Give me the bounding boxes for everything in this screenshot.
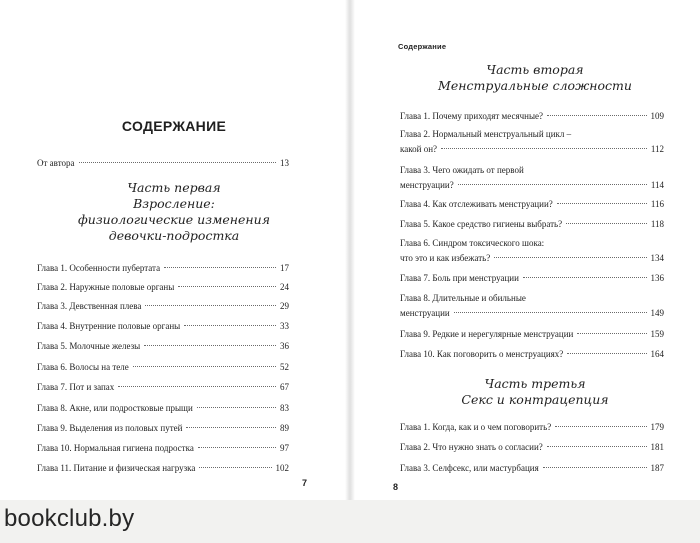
entry-page: 134	[650, 253, 664, 263]
toc-entry-multiline	[400, 290, 664, 322]
toc-entry	[37, 462, 289, 474]
entry-title: Глава 1. Особенности пубертата	[37, 263, 161, 273]
entry-page: 24	[280, 282, 289, 292]
entry-page: 159	[650, 329, 664, 339]
toc-entry	[37, 422, 289, 434]
dot-leader	[197, 407, 276, 408]
entry-title: Глава 10. Нормальная гигиена подростка	[37, 443, 194, 453]
dot-leader	[555, 426, 646, 427]
dot-leader	[494, 257, 646, 258]
entry-page: 29	[280, 301, 289, 311]
dot-leader	[547, 115, 647, 116]
dot-leader	[543, 467, 647, 468]
dot-leader	[198, 447, 276, 448]
part1-line4: девочки-подростка	[108, 228, 240, 243]
entry-title-line1: Глава 8. Длительные и обильные	[400, 293, 526, 303]
dot-leader	[547, 446, 647, 447]
entry-page: 109	[650, 111, 664, 121]
part3-title	[390, 376, 680, 408]
entry-title: Глава 7. Боль при менструации	[400, 273, 519, 283]
toc-entry	[400, 110, 664, 122]
entry-page: 112	[650, 144, 664, 154]
dot-leader	[133, 366, 276, 367]
dot-leader	[557, 203, 647, 204]
toc-entry	[37, 381, 289, 393]
entry-page: 114	[650, 180, 664, 190]
dot-leader	[577, 333, 646, 334]
toc-entry	[400, 272, 664, 284]
toc-entry-intro	[37, 157, 289, 169]
part1-line3: физиологические изменения	[78, 212, 270, 227]
toc-entry	[37, 340, 289, 352]
entry-title: Глава 6. Волосы на теле	[37, 362, 129, 372]
entry-page: 67	[280, 382, 289, 392]
site-watermark: bookclub.by	[4, 505, 135, 532]
dot-leader	[145, 305, 276, 306]
entry-page: 52	[280, 362, 289, 372]
dot-leader	[566, 223, 647, 224]
dot-leader	[144, 345, 276, 346]
part2-line1: Часть вторая	[486, 62, 584, 77]
entry-page: 136	[650, 273, 664, 283]
toc-entry	[37, 361, 289, 373]
dot-leader	[454, 312, 647, 313]
entry-page: 97	[280, 443, 289, 453]
entry-page: 89	[280, 423, 289, 433]
entry-page: 33	[280, 321, 289, 331]
entry-page: 116	[650, 199, 664, 209]
part3-line2: Секс и контрацепция	[461, 392, 609, 407]
toc-entry-multiline	[400, 126, 664, 158]
dot-leader	[567, 353, 646, 354]
entry-title-line1: Глава 6. Синдром токсического шока:	[400, 238, 545, 248]
entry-title: Глава 10. Как поговорить о менструациях?	[400, 349, 564, 359]
entry-page: 187	[650, 463, 664, 473]
entry-title: Глава 2. Что нужно знать о согласии?	[400, 442, 543, 452]
toc-entry	[400, 421, 664, 433]
part1-line1: Часть первая	[127, 180, 221, 195]
entry-title: Глава 1. Почему приходят месячные?	[400, 111, 543, 121]
toc-entry	[37, 300, 289, 312]
toc-entry	[37, 320, 289, 332]
dot-leader	[186, 427, 276, 428]
dot-leader	[118, 386, 276, 387]
entry-title: Глава 3. Девственная плева	[37, 301, 142, 311]
part1-title	[0, 180, 348, 244]
entry-page: 164	[650, 349, 664, 359]
entry-page: 36	[280, 341, 289, 351]
entry-title-line2: что это и как избежать?	[400, 253, 491, 263]
entry-page: 149	[650, 308, 664, 318]
entry-title: Глава 2. Наружные половые органы	[37, 282, 175, 292]
dot-leader	[79, 162, 276, 163]
entry-page: 179	[650, 422, 664, 432]
entry-title-line2: менструации	[400, 308, 450, 318]
entry-page: 102	[275, 463, 289, 473]
part3-line1: Часть третья	[484, 376, 586, 391]
dot-leader	[178, 286, 276, 287]
part1-line2: Взросление:	[133, 196, 215, 211]
entry-title: Глава 4. Как отслеживать менструации?	[400, 199, 553, 209]
book-gutter	[345, 0, 355, 500]
toc-heading: СОДЕРЖАНИЕ	[121, 118, 227, 134]
page-number-left: 7	[302, 478, 308, 488]
part2-title	[390, 62, 680, 94]
entry-title: Глава 9. Редкие и нерегулярные менструации	[400, 329, 574, 339]
toc-entry	[37, 262, 289, 274]
entry-title: Глава 1. Когда, как и о чем поговорить?	[400, 422, 552, 432]
entry-page: 83	[280, 403, 289, 413]
running-head: Содержание	[398, 42, 447, 51]
dot-leader	[199, 467, 271, 468]
entry-title: Глава 9. Выделения из половых путей	[37, 423, 183, 433]
entry-title: Глава 4. Внутренние половые органы	[37, 321, 181, 331]
entry-title: Глава 11. Питание и физическая нагрузка	[37, 463, 196, 473]
entry-title: Глава 8. Акне, или подростковые прыщи	[37, 403, 193, 413]
entry-title: Глава 3. Селфсекс, или мастурбация	[400, 463, 539, 473]
entry-page: 181	[650, 442, 664, 452]
entry-title-line2: какой он?	[400, 144, 438, 154]
entry-title-line1: Глава 3. Чего ожидать от первой	[400, 165, 524, 175]
toc-entry	[400, 328, 664, 340]
dot-leader	[184, 325, 276, 326]
entry-title-line1: Глава 2. Нормальный менструальный цикл –	[400, 129, 572, 139]
dot-leader	[458, 184, 647, 185]
part2-line2: Менструальные сложности	[438, 78, 632, 93]
page-number-right: 8	[393, 482, 399, 492]
entry-title-line2: менструации?	[400, 180, 454, 190]
toc-entry	[37, 402, 289, 414]
toc-entry	[400, 441, 664, 453]
entry-title: Глава 5. Молочные железы	[37, 341, 141, 351]
entry-title: Глава 5. Какое средство гигиены выбрать?	[400, 219, 563, 229]
dot-leader	[523, 277, 647, 278]
dot-leader	[441, 148, 647, 149]
toc-entry	[400, 218, 664, 230]
toc-entry	[400, 462, 664, 474]
toc-entry-multiline	[400, 235, 664, 267]
entry-page: 17	[280, 263, 289, 273]
toc-entry	[400, 198, 664, 210]
toc-entry	[400, 348, 664, 360]
entry-title: Глава 7. Пот и запах	[37, 382, 115, 392]
toc-entry-multiline	[400, 162, 664, 194]
toc-entry	[37, 281, 289, 293]
entry-page: 13	[280, 158, 289, 168]
entry-page: 118	[650, 219, 664, 229]
dot-leader	[164, 267, 276, 268]
entry-title: От автора	[37, 158, 75, 168]
toc-entry	[37, 442, 289, 454]
